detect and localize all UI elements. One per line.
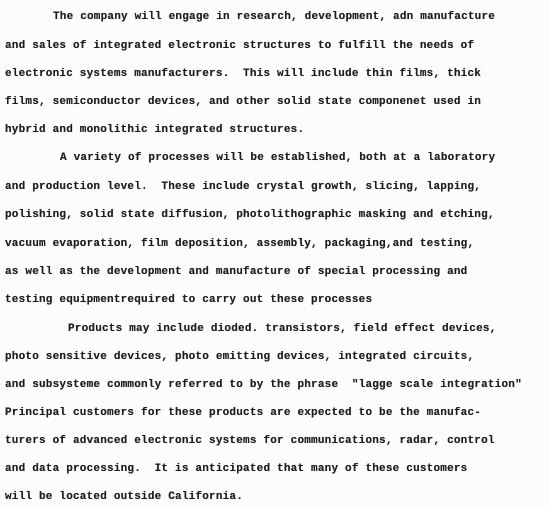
text-line: photo sensitive devices, photo emitting devices, integrated circuits, (5, 351, 475, 363)
text-line: electronic systems manufacturers. This will include thin films, thick (5, 68, 482, 80)
text-line: polishing, solid state diffusion, photolithographic masking and etching, (5, 209, 495, 221)
text-line: hybrid and monolithic integrated structures. (5, 124, 305, 136)
text-line: and production level. These include crystal growth, slicing, lapping, (5, 181, 482, 193)
text-line: films, semiconductor devices, and other solid state componenet used in (5, 96, 482, 108)
text-line: will be located outside California. (5, 491, 244, 503)
text-line: The company will engage in research, development, adn manufacture (53, 11, 496, 23)
text-line: turers of advanced electronic systems for communications, radar, control (5, 435, 495, 447)
text-line: and subsysteme commonly referred to by the phrase "lagge scale integration" (5, 379, 522, 391)
text-line: as well as the development and manufacture of special processing and (5, 266, 468, 278)
text-line: Principal customers for these products are expected to be the manufac- (5, 407, 482, 419)
text-line: testing equipmentrequired to carry out these processes (5, 294, 373, 306)
text-line: and sales of integrated electronic structures to fulfill the needs of (5, 40, 475, 52)
text-line: Products may include dioded. transistors, field effect devices, (68, 323, 497, 335)
text-line: A variety of processes will be established, both at a laboratory (60, 152, 496, 164)
text-line: and data processing. It is anticipated that many of these customers (5, 463, 468, 475)
text-line: vacuum evaporation, film deposition, assembly, packaging,and testing, (5, 238, 475, 250)
